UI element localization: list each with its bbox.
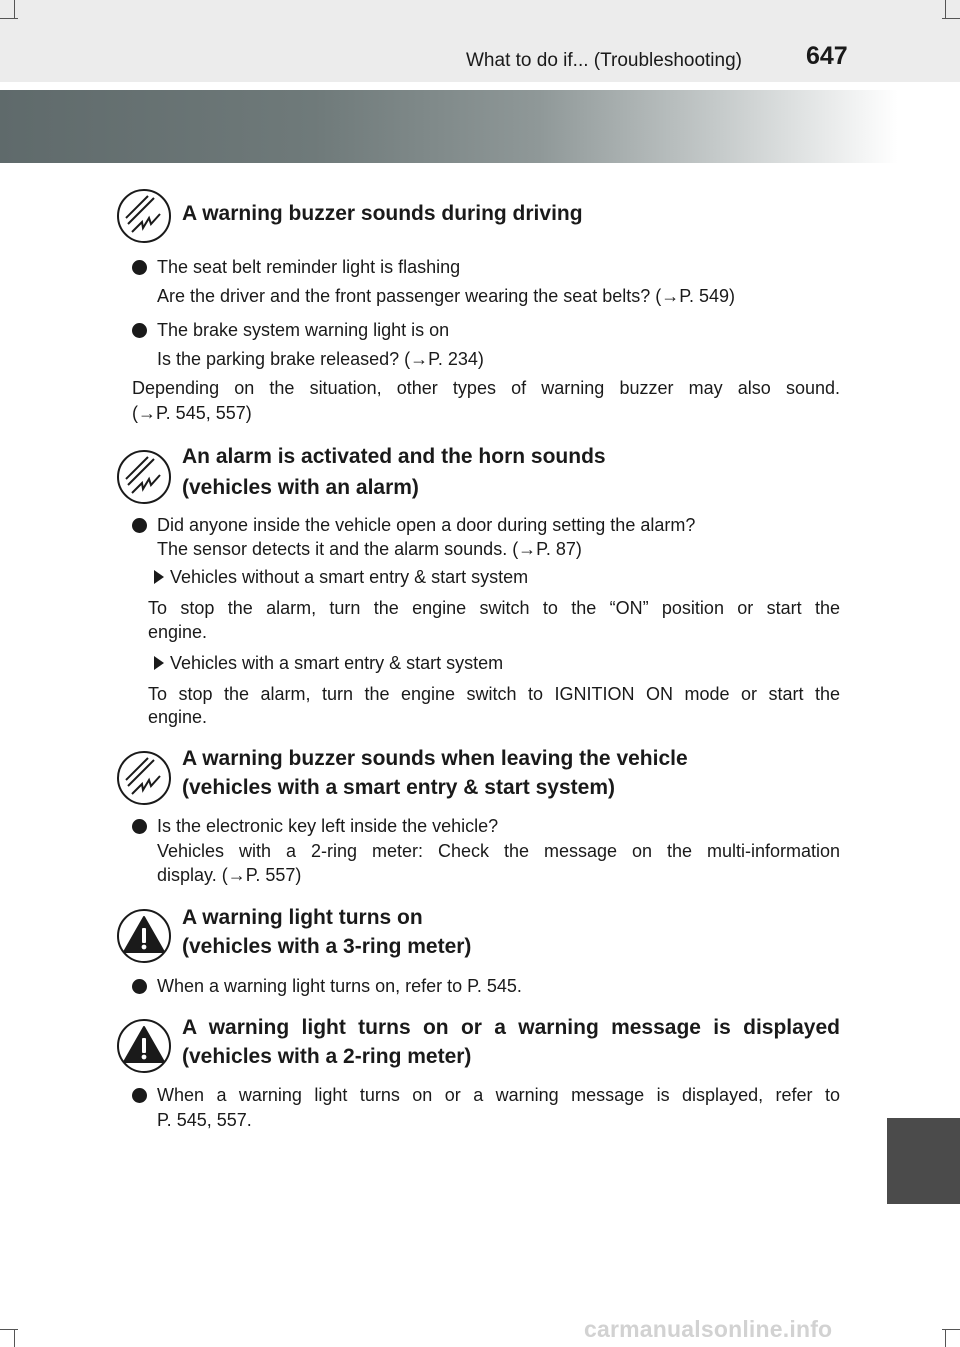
section-heading: (vehicles with an alarm)	[182, 476, 419, 499]
bullet-dot	[132, 1088, 147, 1103]
crop-mark	[945, 0, 946, 18]
instruction-text: To stop the alarm, turn the engine switch to IGNITION ON mode or start the	[148, 684, 840, 704]
crop-mark	[945, 1329, 946, 1347]
sub-text: P. 545, 557.	[157, 1110, 252, 1130]
watermark: carmanualsonline.info	[584, 1316, 833, 1342]
instruction-text: To stop the alarm, turn the engine switch to the “ON” position or start the	[148, 598, 840, 618]
crop-mark	[14, 1329, 15, 1347]
section-heading: A warning light turns on or a warning message is displayed	[182, 1016, 840, 1039]
condition-label: Vehicles with a smart entry & start system	[154, 652, 503, 675]
bullet-dot	[132, 819, 147, 834]
section-heading: (vehicles with a 3-ring meter)	[182, 935, 472, 958]
instruction-text: engine.	[148, 622, 208, 642]
crop-mark	[0, 18, 18, 19]
exclamation-warning-icon	[116, 908, 172, 964]
note-text: Depending on the situation, other types of warning buzzer may also sound.	[132, 378, 840, 398]
bullet-dot	[132, 323, 147, 338]
buzzer-icon	[116, 449, 172, 505]
section-heading: A warning buzzer sounds during driving	[182, 202, 583, 225]
sub-text: Is the parking brake released? (→P. 234)	[157, 349, 484, 369]
triangle-arrow-icon	[154, 656, 164, 670]
triangle-arrow-icon	[154, 570, 164, 584]
buzzer-icon	[116, 750, 172, 806]
crop-mark	[942, 18, 960, 19]
section-heading: (vehicles with a smart entry & start system)	[182, 776, 616, 799]
crop-mark	[14, 0, 15, 18]
bullet-dot	[132, 979, 147, 994]
section-heading: A warning light turns on	[182, 906, 423, 929]
page-number: 647	[806, 42, 848, 70]
section-heading: A warning buzzer sounds when leaving the vehicle	[182, 747, 688, 770]
sub-text: display. (→P. 557)	[157, 865, 302, 885]
sub-text: The sensor detects it and the alarm sounds. (→P. 87)	[157, 539, 582, 559]
crop-mark	[0, 1329, 18, 1330]
section-heading: (vehicles with a 2-ring meter)	[182, 1045, 472, 1068]
header-band	[0, 90, 898, 163]
condition-label: Vehicles without a smart entry & start system	[154, 566, 528, 589]
exclamation-warning-icon	[116, 1018, 172, 1074]
instruction-text: engine.	[148, 707, 208, 727]
sub-text: Are the driver and the front passenger wearing the seat belts? (→P. 549)	[157, 286, 736, 306]
bullet-dot	[132, 260, 147, 275]
chapter-title: What to do if... (Troubleshooting)	[466, 50, 742, 71]
buzzer-icon	[116, 188, 172, 244]
section-heading: An alarm is activated and the horn sounds	[182, 445, 606, 468]
sub-text: Vehicles with a 2-ring meter: Check the message on the multi-information	[157, 841, 840, 861]
crop-mark	[942, 1329, 960, 1330]
chapter-thumb-tab	[887, 1118, 960, 1204]
note-text: (→P. 545, 557)	[132, 403, 252, 423]
bullet-dot	[132, 518, 147, 533]
